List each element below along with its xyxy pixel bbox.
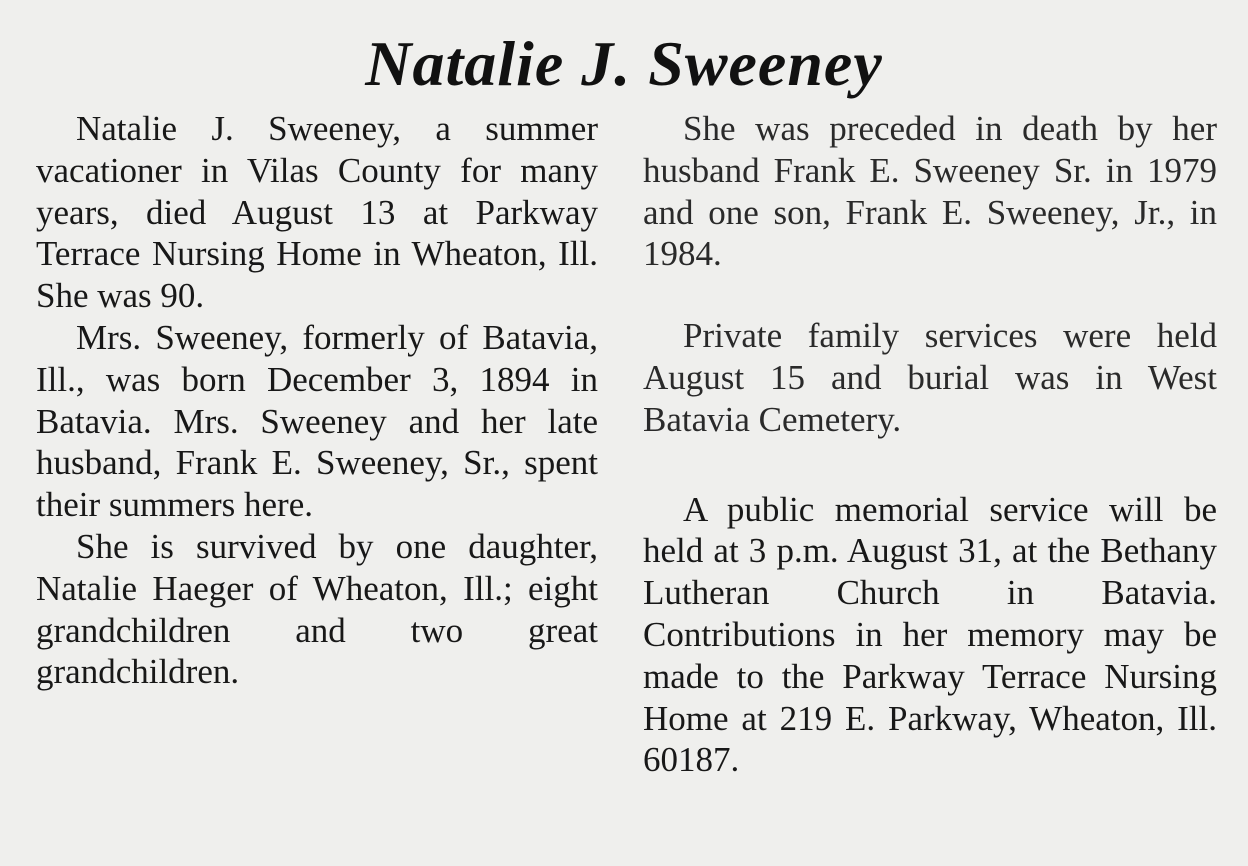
obituary-paragraph-memorial: A public memorial service will be held at 3 p.m. August 31, at the Bethany Lutheran Church in Batavia. Contributions in her memory may be made to the Parkway Terrace Nursing Home at 219 E. Parkway, Wheaton, Ill. 60187.	[643, 489, 1217, 780]
right-column	[643, 108, 1217, 781]
obituary-paragraph-preceded: She was preceded in death by her husband Frank E. Sweeney Sr. in 1979 and one son, Frank E. Sweeney, Jr., in 1984.	[643, 109, 1217, 274]
obituary-paragraph-survivors: She is survived by one daughter, Natalie Haeger of Wheaton, Ill.; eight grandchildren and two great grandchildren.	[36, 526, 598, 692]
obituary-paragraph-death: Natalie J. Sweeney, a summer vacationer in Vilas County for many years, died August 13 at Parkway Terrace Nursing Home in Wheaton, Ill. She was 90.	[36, 109, 598, 316]
left-column	[36, 108, 598, 693]
obituary-paragraph-services: Private family services were held August 15 and burial was in West Batavia Cemetery.	[643, 316, 1217, 439]
obituary-headline: Natalie J. Sweeney	[365, 28, 883, 99]
obituary-paragraph-biography: Mrs. Sweeney, formerly of Batavia, Ill., was born December 3, 1894 in Batavia. Mrs. Sweeney and her late husband, Frank E. Sweeney, Sr., spent their summers here.	[36, 317, 598, 525]
